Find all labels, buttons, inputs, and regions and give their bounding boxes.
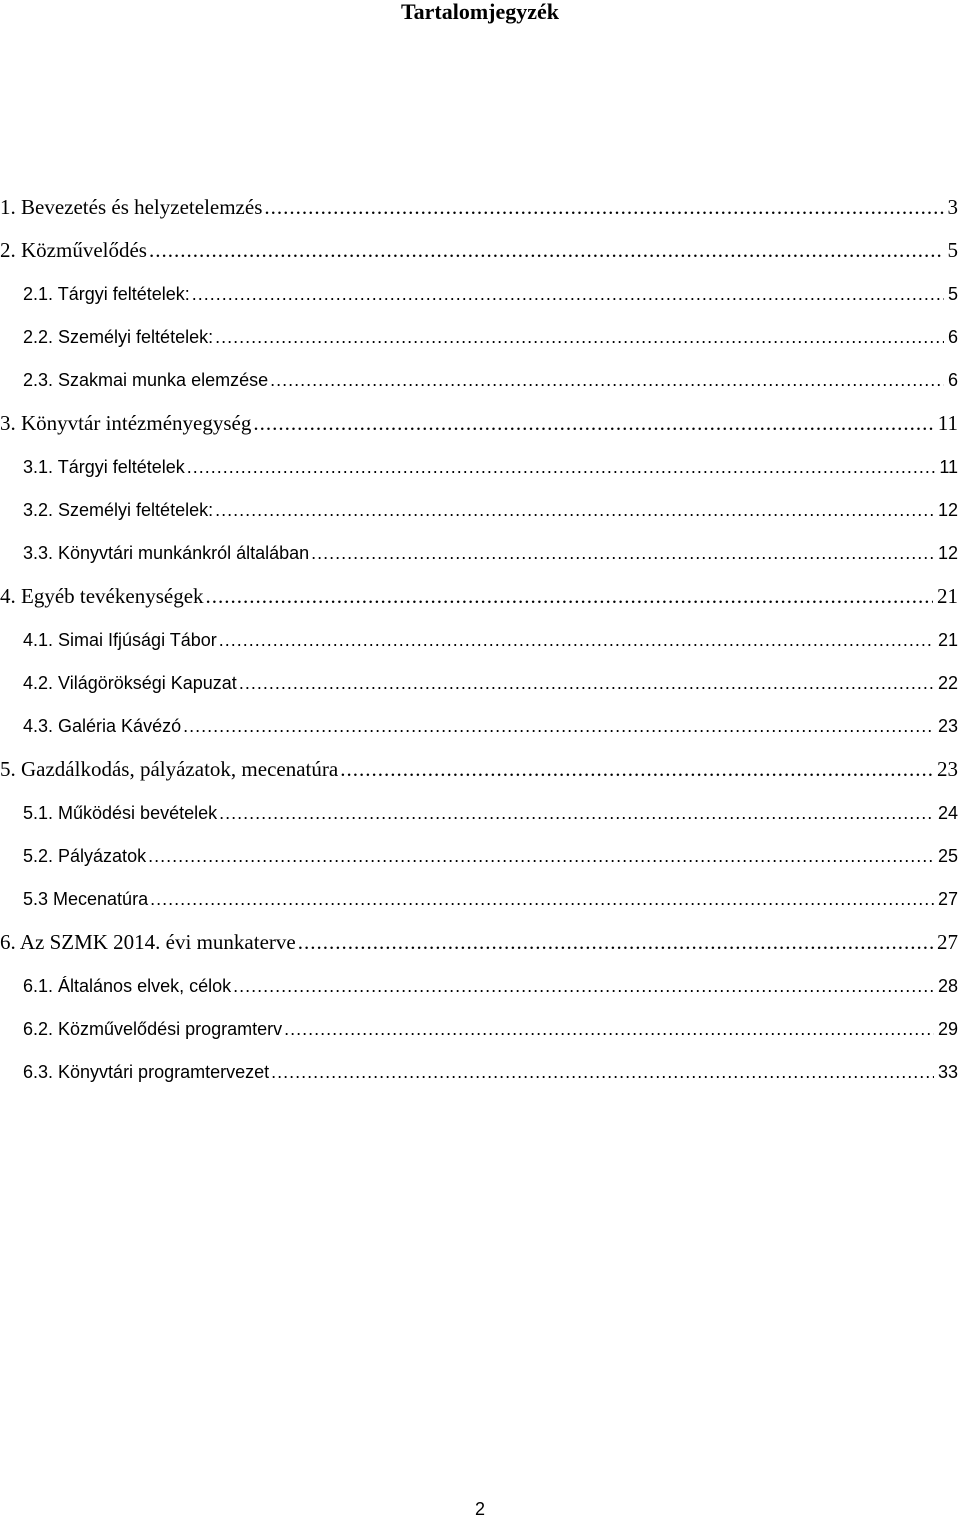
toc-entry[interactable] (0, 1057, 960, 1100)
toc-entry[interactable] (0, 711, 960, 754)
toc-entry-page: 22 (937, 672, 958, 693)
toc-entry-label: 4.1. Simai Ifjúsági Tábor (23, 629, 217, 650)
toc-title: Tartalomjegyzék (400, 0, 560, 24)
toc-entry-page: 3 (947, 195, 958, 219)
toc-leader-dots (219, 798, 934, 828)
toc-entry-label: 3.2. Személyi feltételek: (23, 499, 214, 520)
toc-leader-dots (215, 495, 934, 525)
toc-entry-page: 6 (947, 326, 958, 347)
table-of-contents (0, 192, 960, 1100)
toc-leader-dots (239, 668, 934, 698)
toc-leader-dots (150, 884, 934, 914)
toc-entry[interactable] (0, 1014, 960, 1057)
toc-entry-page: 27 (937, 889, 958, 909)
toc-leader-dots (253, 408, 933, 438)
toc-entry-page: 24 (937, 802, 958, 823)
toc-entry-label: 6.2. Közművelődési programterv (23, 1018, 283, 1039)
toc-leader-dots (215, 322, 944, 352)
toc-entry-label: 4.3. Galéria Kávézó (23, 716, 182, 736)
toc-leader-dots (264, 192, 943, 222)
toc-leader-dots (271, 1057, 934, 1087)
toc-leader-dots (149, 235, 944, 265)
toc-leader-dots (219, 625, 934, 655)
toc-entry[interactable] (0, 408, 960, 451)
toc-entry[interactable] (0, 971, 960, 1014)
toc-entry-page: 29 (937, 1018, 958, 1039)
toc-entry-page: 23 (937, 716, 958, 736)
toc-leader-dots (187, 452, 936, 482)
toc-entry-page: 28 (937, 975, 958, 996)
toc-entry-page: 21 (937, 629, 958, 650)
toc-entry-label: 3. Könyvtár intézményegység (0, 411, 252, 436)
toc-leader-dots (233, 971, 934, 1001)
toc-entry-page: 23 (937, 757, 958, 782)
toc-entry[interactable] (0, 452, 960, 495)
toc-entry[interactable] (0, 322, 960, 365)
toc-entry[interactable] (0, 235, 960, 278)
toc-entry-page: 21 (937, 584, 958, 609)
toc-entry-label: 5.3 Mecenatúra (23, 889, 149, 909)
toc-leader-dots (270, 365, 944, 395)
toc-leader-dots (340, 754, 933, 784)
toc-entry-page: 5 (947, 238, 958, 263)
toc-entry-page: 25 (937, 845, 958, 866)
toc-entry-label: 5.2. Pályázatok (23, 845, 147, 866)
toc-entry[interactable] (0, 365, 960, 408)
page-number: 2 (474, 1499, 485, 1519)
toc-entry[interactable] (0, 192, 960, 235)
toc-entry[interactable] (0, 884, 960, 927)
toc-leader-dots (298, 927, 933, 957)
toc-entry-label: 6.1. Általános elvek, célok (23, 975, 232, 996)
toc-entry-label: 2.1. Tárgyi feltételek: (23, 283, 190, 304)
toc-entry[interactable] (0, 754, 960, 797)
toc-entry-label: 6.3. Könyvtári programtervezet (23, 1062, 270, 1082)
toc-entry-page: 11 (937, 411, 958, 436)
toc-entry[interactable] (0, 798, 960, 841)
toc-leader-dots (311, 538, 934, 568)
toc-leader-dots (183, 711, 934, 741)
toc-entry-label: 4.2. Világörökségi Kapuzat (23, 672, 237, 693)
toc-leader-dots (206, 581, 933, 611)
toc-entry-label: 3.1. Tárgyi feltételek (23, 456, 185, 477)
toc-entry-page: 27 (937, 930, 958, 955)
toc-leader-dots (192, 279, 944, 309)
toc-entry-page: 6 (947, 370, 958, 390)
toc-entry[interactable] (0, 581, 960, 624)
toc-entry-label: 5. Gazdálkodás, pályázatok, mecenatúra (0, 757, 339, 782)
toc-entry-label: 5.1. Működési bevételek (23, 802, 218, 823)
toc-leader-dots (148, 841, 934, 871)
toc-leader-dots (284, 1014, 934, 1044)
toc-entry-label: 4. Egyéb tevékenységek (0, 584, 204, 609)
toc-entry-label: 2.2. Személyi feltételek: (23, 326, 214, 347)
toc-entry[interactable] (0, 668, 960, 711)
toc-entry-label: 3.3. Könyvtári munkánkról általában (23, 543, 310, 563)
toc-entry[interactable] (0, 495, 960, 538)
toc-entry-label: 6. Az SZMK 2014. évi munkaterve (0, 930, 296, 955)
toc-entry[interactable] (0, 841, 960, 884)
toc-entry[interactable] (0, 279, 960, 322)
toc-entry[interactable] (0, 538, 960, 581)
toc-entry-page: 11 (939, 456, 958, 477)
toc-entry-page: 12 (937, 543, 958, 563)
toc-entry[interactable] (0, 927, 960, 970)
toc-entry-page: 12 (937, 499, 958, 520)
toc-entry-label: 2.3. Szakmai munka elemzése (23, 370, 269, 390)
toc-entry[interactable] (0, 625, 960, 668)
toc-entry-page: 33 (937, 1062, 958, 1082)
toc-entry-label: 1. Bevezetés és helyzetelemzés (0, 195, 263, 219)
toc-entry-label: 2. Közművelődés (0, 238, 147, 263)
toc-entry-page: 5 (947, 283, 958, 304)
